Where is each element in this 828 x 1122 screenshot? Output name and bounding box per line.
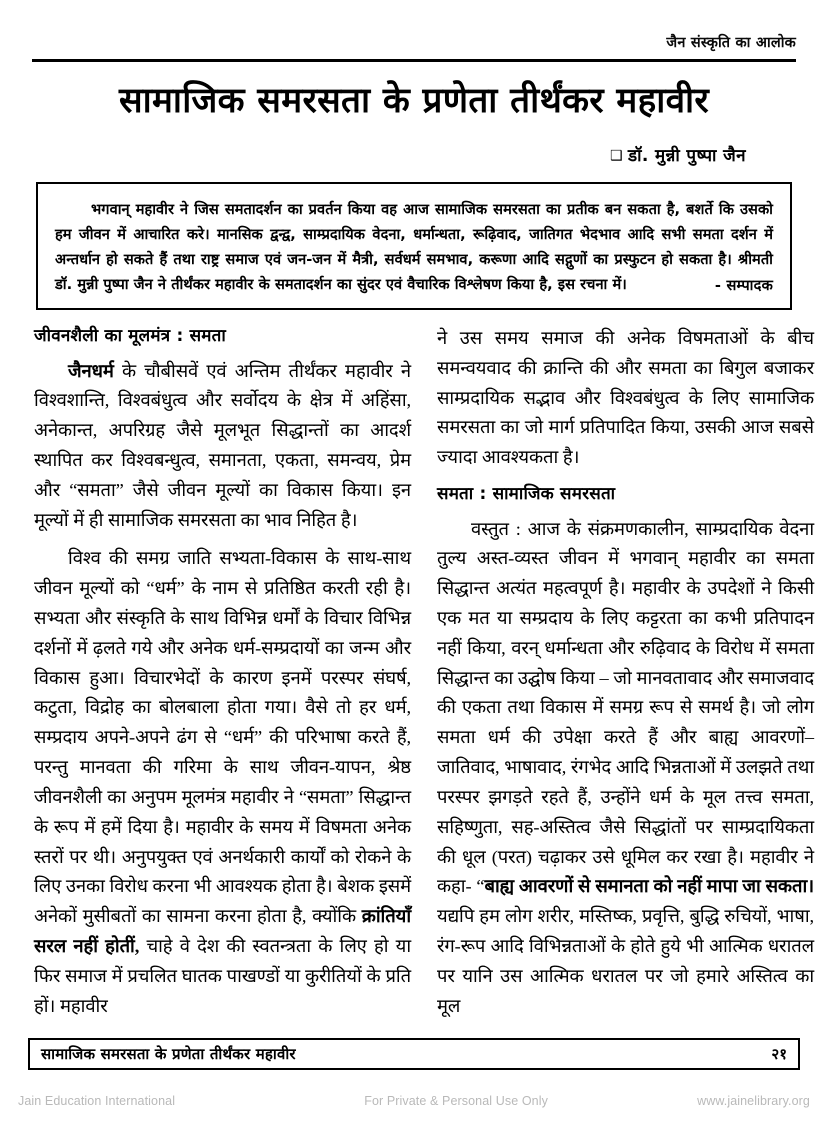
paragraph: जैनधर्म के चौबीसवें एवं अन्तिम तीर्थंकर महावीर ने विश्वशान्ति, विश्वबंधुत्व और सर्वोदय के क्षेत्र में अहिंसा, अनेकान्त, अपरिग्रह जैसे मूलभूत सिद्धान्तों का आदर्श स्थापित कर विश्वबन्धुत्व, समानता, एकता, समन्वय, प्रेम और “समता” जैसे जीवन मूल्यों का विकास किया। इन मूल्यों में ही सामाजिक समरसता का भाव निहित है। xyxy=(34,360,411,530)
abstract-signature: - सम्पादक xyxy=(714,277,773,294)
scan-footer-right: www.jainelibrary.org xyxy=(697,1094,810,1108)
paragraph-continued: ने उस समय समाज की अनेक विषमताओं के बीच समन्वयवाद की क्रान्ति की और समता का बिगुल बजाकर साम्प्रदायिक सद्भाव और विश्वबंधुत्व के लिए सामाजिक समरसता का जो मार्ग प्रतिपादित किया, उसकी आज सबसे ज्यादा आवश्यकता है। xyxy=(437,328,814,468)
header-rule xyxy=(32,59,796,62)
abstract-box xyxy=(36,182,792,310)
footer-article-title: सामाजिक समरसता के प्रणेता तीर्थंकर महावीर xyxy=(41,1045,296,1063)
scan-footer-middle: For Private & Personal Use Only xyxy=(364,1094,548,1108)
byline-bullet-icon: ❑ xyxy=(610,147,623,164)
paragraph: वस्तुत : आज के संक्रमणकालीन, साम्प्रदायिक वेदना तुल्य अस्त-व्यस्त जीवन में भगवान् महावीर का समता सिद्धान्त अत्यंत महत्वपूर्ण है। महावीर के उपदेशों ने किसी एक मत या सम्प्रदाय के लिए कट्टरता का कभी प्रतिपादन नहीं किया, वरन् धर्मान्धता और रुढ़िवाद के विरोध में समता सिद्धान्त का उद्घोष किया – जो मानवतावाद और समाजवाद की एकता तथा विकास में समग्र रूप से समर्थ है। जो लोग समता धर्म की उपेक्षा करते हैं और बाह्य आवरणों–जातिवाद, भाषावाद, रंगभेद आदि भिन्नताओं में उलझते तथा परस्पर झगड़ते रहते हैं, उन्होंने धर्म के मूल तत्त्व समता, सहिष्णुता, सह-अस्तित्व जैसे सिद्धांतों पर साम्प्रदायिकता की धूल (परत) चढ़ाकर उसे धूमिल कर रखा है। महावीर ने कहा- “बाह्य आवरणों से समानता को नहीं मापा जा सकता। यद्यपि हम लोग शरीर, मस्तिष्क, प्रवृत्ति, बुद्धि रुचियों, भाषा, रंग-रूप आदि विभिन्नताओं के होते हुये भी आत्मिक धरातल पर यानि उस आत्मिक धरातल पर जो हमारे अस्तित्व का मूल xyxy=(437,518,814,1016)
right-column xyxy=(437,324,814,1030)
scan-footer-left: Jain Education International xyxy=(18,1094,176,1108)
page-number: २१ xyxy=(771,1045,787,1063)
scan-watermark-footer xyxy=(0,1094,828,1108)
section-heading-lifestyle: जीवनशैली का मूलमंत्र : समता xyxy=(34,326,226,346)
footer-caption-box xyxy=(28,1038,800,1070)
left-column xyxy=(34,324,411,1030)
body-columns xyxy=(34,324,814,1030)
byline-author: डॉ. मुन्नी पुष्पा जैन xyxy=(627,145,746,166)
abstract-text: भगवान् महावीर ने जिस समतादर्शन का प्रवर्तन किया वह आज सामाजिक समरसता का प्रतीक बन सकता है, बशर्ते कि उसको हम जीवन में आचारित करे। मानसिक द्वन्द्व, साम्प्रदायिक वेदना, धर्मान्धता, रूढ़िवाद, जातिगत भेदभाव आदि सभी समता दर्शन में अन्तर्धान हो सकते हैं तथा राष्ट्र समाज एवं जन-जन में मैत्री, सर्वधर्म समभाव, करूणा आदि सद्गुणों का प्रस्फुटन हो सकता है। श्रीमती डॉ. मुन्नी पुष्पा जैन ने तीर्थंकर महावीर के समतादर्शन का सुंदर एवं वैचारिक विश्लेषण किया है, इस रचना में। xyxy=(55,200,773,293)
byline xyxy=(26,143,746,166)
running-head: जैन संस्कृति का आलोक xyxy=(666,35,796,51)
page-title: सामाजिक समरसता के प्रणेता तीर्थंकर महावीर xyxy=(118,80,710,121)
section-heading-samata: समता : सामाजिक समरसता xyxy=(437,484,616,505)
paragraph: विश्व की समग्र जाति सभ्यता-विकास के साथ-साथ जीवन मूल्यों को “धर्म” के नाम से प्रतिष्ठित करती रही है। सभ्यता और संस्कृति के साथ विभिन्न धर्मों के विचार विभिन्न दर्शनों में ढ़लते गये और अनेक धर्म-सम्प्रदायों का जन्म और विकास हुआ। विचारभेदों के कारण इनमें परस्पर संघर्ष, कटुता, विद्रोह का बोलबाला होता गया। वैसे तो हर धर्म, सम्प्रदाय अपने-अपने ढंग से “धर्म” की परिभाषा करते हैं, परन्तु मानवता की गरिमा के साथ जीवन-यापन, श्रेष्ठ जीवनशैली का अनुपम मूलमंत्र महावीर ने “समता” सिद्धान्त के रूप में हमें दिया है। महावीर के समय में विषमता अनेक स्तरों पर थी। अनुपयुक्त एवं अनर्थकारी कार्यों को रोकने के लिए उनका विरोध करना भी आवश्यक होता है। बेशक इसमें अनेकों मुसीबतों का सामना करना होता है, क्योंकि क्रांतियाँ सरल नहीं होतीं, चाहे वे देश की स्वतन्त्रता के लिए हो या फिर समाज में प्रचलित घातक पाखण्डों या कुरीतियों के प्रति हों। महावीर xyxy=(34,548,411,1016)
